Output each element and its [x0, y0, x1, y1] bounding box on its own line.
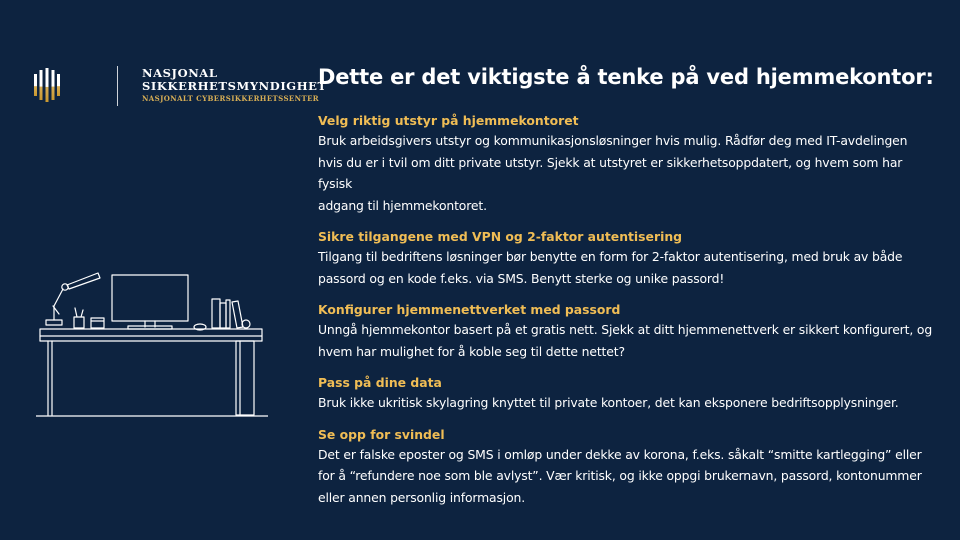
- section-fraud: [318, 426, 938, 509]
- section-data: [318, 374, 938, 414]
- nsm-logo: [34, 66, 327, 106]
- logo-divider: [117, 66, 118, 106]
- logo-line-2: SIKKERHETSMYNDIGHET: [142, 79, 327, 93]
- home-office-desk-illustration-icon: [36, 268, 268, 420]
- monitor-icon: [112, 275, 188, 329]
- logo-line-1: NASJONAL: [142, 66, 218, 80]
- section-body: [318, 444, 938, 509]
- section-equipment: [318, 112, 938, 216]
- logo-wordmark: [142, 67, 327, 104]
- section-heading: Se opp for svindel: [318, 426, 445, 442]
- section-body: [318, 246, 938, 289]
- body-line: eller annen personlig informasjon.: [318, 489, 525, 505]
- logo-line-3: NASJONALT CYBERSIKKERHETSSENTER: [142, 94, 320, 103]
- body-line: Unngå hjemmekontor basert på et gratis nett. Sjekk at ditt hjemmenettverk er sikkert konfigurert, og: [318, 322, 933, 337]
- section-body: [318, 392, 938, 414]
- section-vpn-2fa: [318, 228, 938, 289]
- body-line: hvis du er i tvil om ditt private utstyr. Sjekk at utstyret er sikkerhetsoppdatert, og hvem som har fysisk: [318, 154, 903, 191]
- desk-lamp-icon: [46, 273, 100, 325]
- nsm-logo-mark-icon: [34, 68, 60, 102]
- body-line: hvem har mulighet for å koble seg til dette nettet?: [318, 343, 625, 359]
- section-body: [318, 319, 938, 362]
- section-home-network: [318, 301, 938, 362]
- body-line: adgang til hjemmekontoret.: [318, 197, 487, 213]
- pencil-cup-icon: [74, 308, 104, 328]
- books-icon: [212, 299, 250, 328]
- body-line: Tilgang til bedriftens løsninger bør benytte en form for 2-faktor autentisering, med bruk av både: [318, 249, 903, 264]
- desk-top: [40, 329, 262, 336]
- main-content: [318, 62, 938, 520]
- section-body: [318, 130, 938, 216]
- body-line: Bruk arbeidsgivers utstyr og kommunikasjonsløsninger hvis mulig. Rådfør deg med IT-avdelingen: [318, 133, 908, 148]
- body-line: for å “refundere noe som ble avlyst”. Vær kritisk, og ikke oppgi brukernavn, passord, kontonummer: [318, 468, 922, 483]
- section-heading: Sikre tilgangene med VPN og 2-faktor autentisering: [318, 229, 683, 244]
- body-line: Det er falske eposter og SMS i omløp under dekke av korona, f.eks. såkalt “smitte kartlegging” eller: [318, 446, 922, 462]
- body-line: Bruk ikke ukritisk skylagring knyttet til private kontoer, det kan eksponere bedriftsopplysninger.: [318, 395, 899, 410]
- body-line: passord og en kode f.eks. via SMS. Benytt sterke og unike passord!: [318, 270, 725, 286]
- section-heading: Pass på dine data: [318, 375, 442, 390]
- section-heading: Konfigurer hjemmenettverket med passord: [318, 302, 621, 317]
- page-title: Dette er det viktigste å tenke på ved hjemmekontor:: [318, 65, 934, 89]
- section-heading: Velg riktig utstyr på hjemmekontoret: [318, 113, 579, 128]
